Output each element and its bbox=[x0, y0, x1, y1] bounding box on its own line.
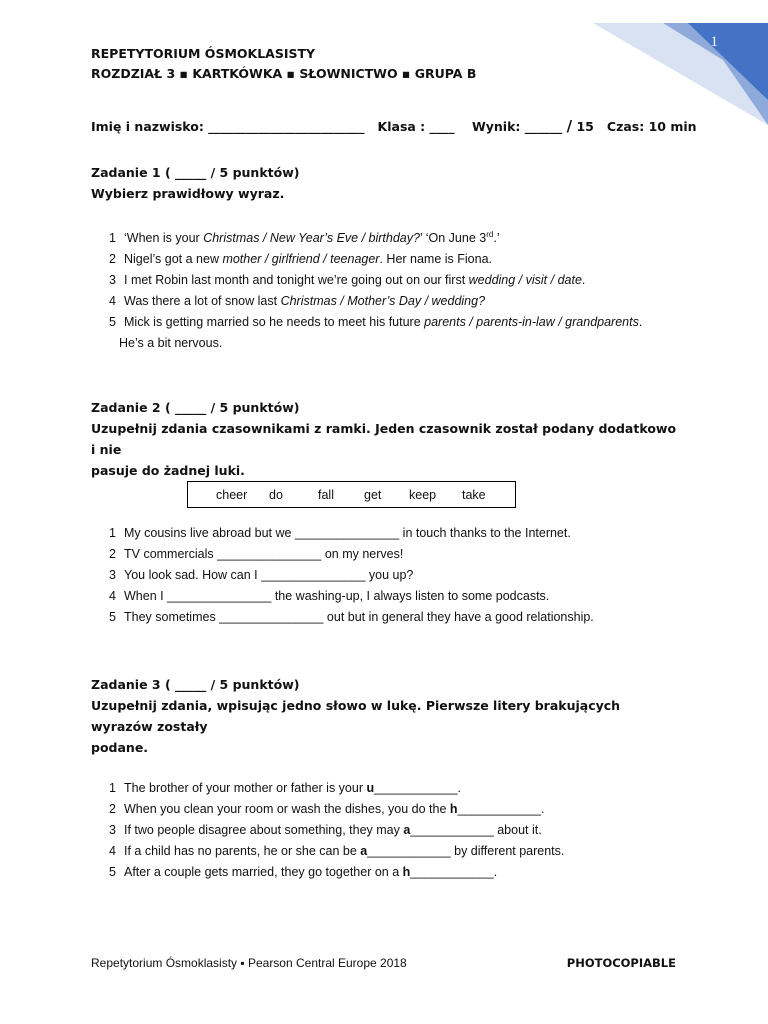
list-item: 5 They sometimes _______________ out but in general they have a good relationship. bbox=[109, 610, 594, 624]
page-number: 1 bbox=[710, 34, 718, 50]
word-box bbox=[187, 481, 516, 508]
corner-decoration bbox=[593, 0, 768, 125]
task-1-title: Zadanie 1 ( _____ / 5 punktów) bbox=[91, 165, 300, 180]
task-3-instruction: Uzupełnij zdania, wpisując jedno słowo w lukę. Pierwsze litery brakujących wyrazów zostały bbox=[91, 698, 621, 734]
task-3 bbox=[91, 674, 681, 883]
task-2-items bbox=[91, 523, 681, 628]
list-item: 1 ‘When is your Christmas / New Year’s Eve / birthday?’ ‘On June 3rd.’ bbox=[109, 230, 500, 246]
task-2-title: Zadanie 2 ( _____ / 5 punktów) bbox=[91, 400, 300, 415]
word-box-item: fall bbox=[318, 487, 334, 502]
task-2 bbox=[91, 397, 681, 481]
student-info-line bbox=[91, 117, 697, 135]
header-title: REPETYTORIUM ÓSMOKLASISTY bbox=[91, 46, 316, 61]
task-2-instruction: Uzupełnij zdania czasownikami z ramki. Jeden czasownik został podany dodatkowo i nie bbox=[91, 421, 677, 457]
task-3-instruction-2: podane. bbox=[91, 740, 149, 755]
word-box-item: cheer bbox=[216, 487, 248, 502]
task-1 bbox=[91, 162, 681, 354]
class-field[interactable]: Klasa : ____ bbox=[377, 119, 455, 134]
word-box-item: take bbox=[462, 487, 486, 502]
document-header bbox=[91, 44, 476, 84]
list-item: 3 You look sad. How can I _______________ you up? bbox=[109, 568, 414, 582]
header-subtitle: ROZDZIAŁ 3 ▪ KARTKÓWKA ▪ SŁOWNICTWO ▪ GRUPA B bbox=[91, 66, 477, 81]
list-item: 3 I met Robin last month and tonight we’re going out on our first wedding / visit / date. bbox=[109, 273, 586, 288]
task-1-instruction: Wybierz prawidłowy wyraz. bbox=[91, 186, 285, 201]
list-item: 5 After a couple gets married, they go together on a h____________. bbox=[109, 865, 498, 879]
word-box-item: do bbox=[269, 487, 283, 502]
list-item: 2 Nigel’s got a new mother / girlfriend / teenager. Her name is Fiona. bbox=[109, 252, 493, 267]
name-field[interactable]: Imię i nazwisko: _________________________ bbox=[91, 119, 365, 134]
list-item: 2 When you clean your room or wash the dishes, you do the h____________. bbox=[109, 802, 545, 816]
list-item: 1 The brother of your mother or father is your u____________. bbox=[109, 781, 462, 795]
task-2-instruction-2: pasuje do żadnej luki. bbox=[91, 463, 245, 478]
score-max: 15 bbox=[576, 119, 594, 134]
list-item: 4 If a child has no parents, he or she can be a____________ by different parents. bbox=[109, 844, 565, 858]
list-item: 3 If two people disagree about something, they may a____________ about it. bbox=[109, 823, 542, 837]
score-slash: / bbox=[566, 117, 573, 135]
task-3-items bbox=[91, 778, 681, 883]
list-item-continuation: He’s a bit nervous. bbox=[119, 336, 223, 351]
score-field[interactable]: Wynik: ______ bbox=[471, 119, 563, 134]
word-box-item: keep bbox=[409, 487, 437, 502]
footer-publisher: Repetytorium Ósmoklasisty ▪ Pearson Central Europe 2018 bbox=[91, 956, 407, 970]
task-3-title: Zadanie 3 ( _____ / 5 punktów) bbox=[91, 677, 300, 692]
time-label: Czas: 10 min bbox=[606, 119, 697, 134]
list-item: 5 Mick is getting married so he needs to meet his future parents / parents-in-law / grandparents. bbox=[109, 315, 643, 330]
list-item: 1 My cousins live abroad but we _______________ in touch thanks to the Internet. bbox=[109, 526, 571, 540]
list-item: 2 TV commercials _______________ on my nerves! bbox=[109, 547, 404, 561]
footer-photocopiable: PHOTOCOPIABLE bbox=[566, 956, 676, 970]
list-item: 4 Was there a lot of snow last Christmas / Mother’s Day / wedding? bbox=[109, 294, 486, 309]
word-box-item: get bbox=[364, 487, 382, 502]
task-1-items bbox=[91, 224, 681, 354]
list-item: 4 When I _______________ the washing-up, I always listen to some podcasts. bbox=[109, 589, 550, 603]
